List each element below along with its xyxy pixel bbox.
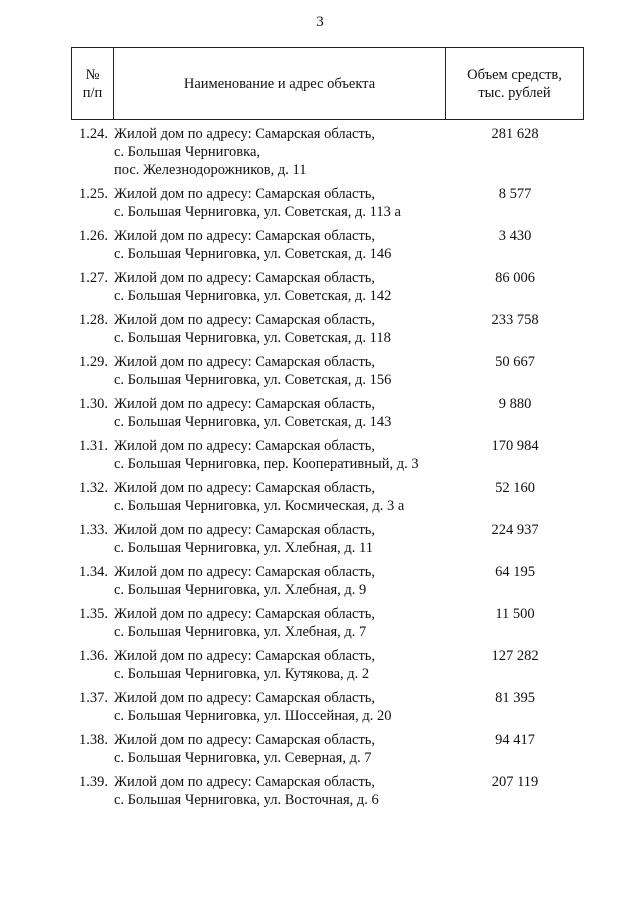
table-row [71,125,584,179]
column-header-volume [446,48,584,120]
row-object-name-line2: с. Большая Черниговка, ул. Хлебная, д. 11 [114,540,373,556]
row-funds-value: 86 006 [495,270,535,286]
row-object-name-line2: с. Большая Черниговка, [114,144,261,160]
row-object-name-line2: с. Большая Черниговка, ул. Советская, д. 146 [114,246,392,262]
table-row [71,395,584,431]
row-funds-value: 127 282 [491,648,539,664]
row-object-name-line1: Жилой дом по адресу: Самарская область, [114,690,376,706]
row-funds-value: 52 160 [495,480,535,496]
column-header-number-line2: п/п [82,84,103,101]
row-object-name [114,605,446,641]
table-row [71,689,584,725]
row-object-name [114,647,446,683]
row-object-name-line2: с. Большая Черниговка, ул. Советская, д. 118 [114,330,391,346]
table-row [71,521,584,557]
row-object-name-line2: с. Большая Черниговка, пер. Кооперативный, д. 3 [114,456,419,472]
row-object-name-line1: Жилой дом по адресу: Самарская область, [114,126,376,142]
row-number: 1.25. [79,186,108,202]
row-number: 1.29. [79,354,108,370]
row-funds-value: 9 880 [498,396,532,412]
row-object-name-line2: с. Большая Черниговка, ул. Космическая, д. 3 а [114,498,405,514]
row-number: 1.32. [79,480,108,496]
row-number: 1.38. [79,732,108,748]
row-number: 1.35. [79,606,108,622]
column-header-name-label: Наименование и адрес объекта [183,75,376,92]
column-header-number [72,48,114,120]
row-object-name [114,773,446,809]
table-row [71,773,584,809]
row-funds-value: 3 430 [498,228,532,244]
row-object-name [114,437,446,473]
row-object-name-line2: с. Большая Черниговка, ул. Советская, д. 113 а [114,204,401,220]
row-object-name-line1: Жилой дом по адресу: Самарская область, [114,522,376,538]
row-object-name-line1: Жилой дом по адресу: Самарская область, [114,270,376,286]
table-row [71,437,584,473]
row-object-name-line2: с. Большая Черниговка, ул. Шоссейная, д. 20 [114,708,392,724]
row-object-name-line1: Жилой дом по адресу: Самарская область, [114,186,376,202]
row-number: 1.34. [79,564,108,580]
row-object-name-line1: Жилой дом по адресу: Самарская область, [114,354,376,370]
row-object-name-line1: Жилой дом по адресу: Самарская область, [114,732,376,748]
row-object-name-line3: пос. Железнодорожников, д. 11 [114,162,307,178]
row-funds-value: 64 195 [495,564,535,580]
row-funds-value: 11 500 [495,606,535,622]
row-funds-value: 207 119 [491,774,539,790]
row-number: 1.33. [79,522,108,538]
row-funds-value: 224 937 [491,522,539,538]
table-row [71,227,584,263]
row-object-name-line2: с. Большая Черниговка, ул. Советская, д. 142 [114,288,392,304]
row-object-name-line2: с. Большая Черниговка, ул. Хлебная, д. 9 [114,582,367,598]
table-row [71,563,584,599]
row-object-name-line1: Жилой дом по адресу: Самарская область, [114,564,376,580]
row-object-name-line1: Жилой дом по адресу: Самарская область, [114,606,376,622]
row-funds-value: 233 758 [491,312,539,328]
table-row [71,185,584,221]
row-number: 1.37. [79,690,108,706]
table-row [71,647,584,683]
row-funds-value: 170 984 [491,438,539,454]
column-header-number-line1: № [85,66,100,83]
row-funds-value: 81 395 [495,690,535,706]
row-object-name-line2: с. Большая Черниговка, ул. Восточная, д. 6 [114,792,379,808]
table-row [71,605,584,641]
row-funds-value: 281 628 [491,126,539,142]
row-object-name [114,353,446,389]
row-funds-value: 94 417 [495,732,535,748]
row-object-name-line1: Жилой дом по адресу: Самарская область, [114,228,376,244]
row-object-name [114,521,446,557]
row-number: 1.24. [79,126,108,142]
row-object-name [114,395,446,431]
row-object-name [114,689,446,725]
row-funds-value: 50 667 [495,354,535,370]
row-funds-value: 8 577 [498,186,532,202]
row-object-name [114,479,446,515]
page-number: 3 [316,14,324,30]
row-number: 1.28. [79,312,108,328]
row-object-name-line1: Жилой дом по адресу: Самарская область, [114,648,376,664]
table-row [71,269,584,305]
row-object-name [114,269,446,305]
table-header [71,47,584,120]
row-object-name [114,563,446,599]
column-header-volume-line2: тыс. рублей [478,84,551,101]
row-object-name-line2: с. Большая Черниговка, ул. Советская, д. 156 [114,372,392,388]
row-object-name-line1: Жилой дом по адресу: Самарская область, [114,774,376,790]
row-object-name-line1: Жилой дом по адресу: Самарская область, [114,480,376,496]
row-object-name [114,125,446,179]
row-object-name-line2: с. Большая Черниговка, ул. Хлебная, д. 7 [114,624,367,640]
table-body [71,125,584,815]
row-object-name-line2: с. Большая Черниговка, ул. Северная, д. 7 [114,750,372,766]
table-row [71,479,584,515]
row-object-name-line2: с. Большая Черниговка, ул. Советская, д. 143 [114,414,392,430]
row-number: 1.39. [79,774,108,790]
table-row [71,731,584,767]
row-object-name-line1: Жилой дом по адресу: Самарская область, [114,438,376,454]
row-object-name-line2: с. Большая Черниговка, ул. Кутякова, д. 2 [114,666,370,682]
column-header-name [114,48,446,120]
row-object-name [114,311,446,347]
row-number: 1.36. [79,648,108,664]
row-object-name [114,227,446,263]
row-number: 1.31. [79,438,108,454]
row-object-name-line1: Жилой дом по адресу: Самарская область, [114,312,376,328]
table-row [71,353,584,389]
row-number: 1.30. [79,396,108,412]
row-number: 1.26. [79,228,108,244]
row-object-name [114,731,446,767]
row-object-name [114,185,446,221]
table-row [71,311,584,347]
row-object-name-line1: Жилой дом по адресу: Самарская область, [114,396,376,412]
column-header-volume-line1: Объем средств, [467,66,562,83]
row-number: 1.27. [79,270,108,286]
